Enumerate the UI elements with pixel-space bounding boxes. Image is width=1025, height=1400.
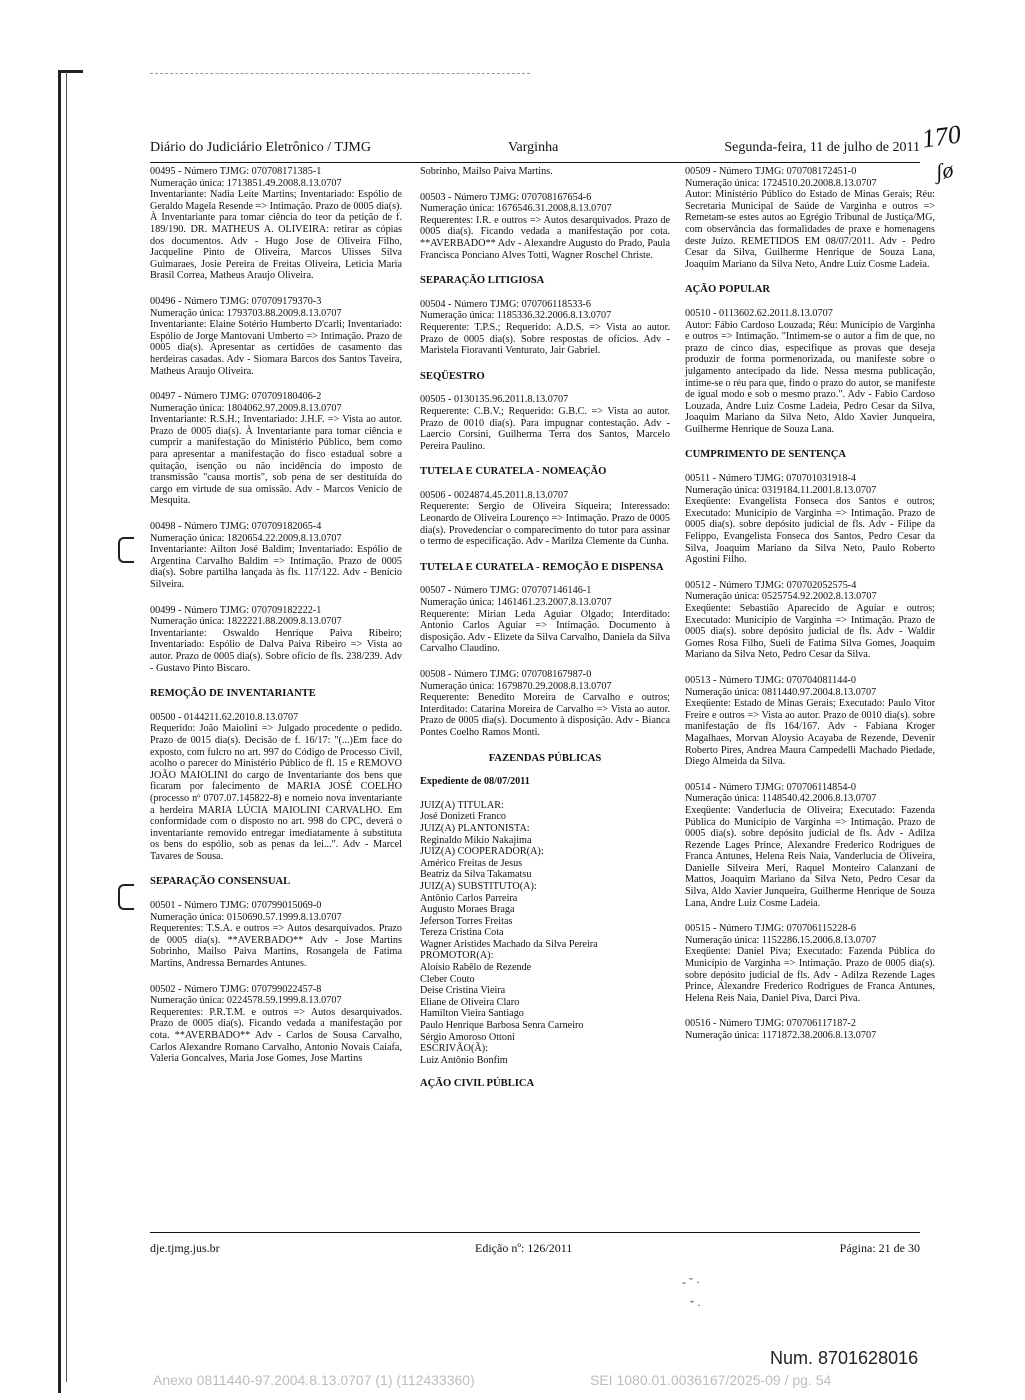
- section-separacao-consensual: SEPARAÇÃO CONSENSUAL: [150, 876, 291, 888]
- expediente-date: Expediente de 08/07/2011: [420, 776, 530, 788]
- entry-00506: 00506 - 0024874.45.2011.8.13.0707 Requerente: Sergio de Oliveira Siqueira; Interessado: Leonardo de Oliveira Lourenço => Intimação. Prazo de 0005 dia(s). Provedenciar o comparecimento do tutor para assinar o termo de especificação. Adv - Marilza Clemente da Cunha.: [420, 489, 670, 548]
- entry-00500: 00500 - 0144211.62.2010.8.13.0707 Requerido: João Maiolini => Julgado procedente o pedido. Prazo de 0015 dia(s). Decisão de f. 16/17: "(...)Em face do exposto, com fulcro no art. 997 do Código de Processo Civil, acolho o parecer do Ministério Público de fl. 15 e REMOVO JOÃO MAIOLINI do cargo de Inventariante dos bens que ficaram por falecimento de MARIA JOSÉ COELHO (processo nº 0707.07.145822-8) e nomeio nova inventariante a herdeira MARIA LÚCIA MAIOLINI CARVALHO. Em conformidade com o disposto no art. 998 do CPC, deverá o inventariante removido entregar imediatamente à substituta os bens do espólio, sob as penas da lei...". Adv - Marcel Tavares de Sousa.: [150, 711, 402, 862]
- punch-hole-mark: [118, 537, 134, 563]
- header-city: Varginha: [508, 140, 559, 155]
- entry-00508: 00508 - Número TJMG: 070708167987-0 Numeração única: 1679870.29.2008.8.13.0707 Requerente: Benedito Moreira de Carvalho e outros; Interditado: Catarina Moreira de Carvalho => Vista ao autor. Prazo de 0005 dia(s). Documento à disposição. Adv - Bianca Pontes Coelho Ramos Monti.: [420, 669, 670, 738]
- section-fazendas-publicas: FAZENDAS PÚBLICAS: [488, 752, 602, 764]
- footer-edition: Edição nº: 126/2011: [475, 1241, 573, 1255]
- footer-page: Página: 21 de 30: [839, 1241, 920, 1255]
- footer-rule: [150, 1232, 920, 1233]
- section-tutela-nomeacao: TUTELA E CURATELA - NOMEAÇÃO: [420, 466, 607, 478]
- entry-00503: 00503 - Número TJMG: 070708167654-6 Numeração única: 1676546.31.2008.8.13.0707 Requerentes: I.R. e outros => Autos desarquivados. Prazo de 0005 dia(s). Ficando vedada a manifestação por cota. **AVERBADO** Adv - Alexandre Augusto do Prado, Paula Francisca Ponciano Alves Totti, Wagner Roschel Christe.: [420, 191, 670, 261]
- entry-00505: 00505 - 0130135.96.2011.8.13.0707 Requerente: C.B.V.; Requerido: G.B.C. => Vista ao autor. Prazo de 0010 dia(s). Para impugnar contestação. Adv - Laercio Corsini, Guilherma Terra dos Santos, Marcelo Pereira Paulino.: [420, 394, 670, 452]
- header-date: Segunda-feira, 11 de julho de 2011: [724, 140, 920, 155]
- entry-00495: 00495 - Número TJMG: 070708171385-1 Numeração única: 1713851.49.2008.8.13.0707 Inventariante: Nadia Leite Martins; Inventariado: Espólio de Geraldo Magela Resende => Intimação. Prazo de 0005 dia(s). À Inventariante para tomar ciência do teor da petição de f. 189/190. DR. MATHEUS A. OLIVEIRA: retirar as cópias dos documentos. Adv - Hugo Jose de Oliveira Filho, Jacqueline Pinto de Oliveira, Marcos Ulisses Silva Guimaraes, Josie Pereira de Freitas Oliveira, Leticia Maria Brasil Correa, Matheus Araujo Oliveira.: [150, 166, 402, 282]
- handwritten-page-number: 170: [920, 119, 963, 154]
- entry-00501: 00501 - Número TJMG: 070799015069-0 Numeração única: 0150690.57.1999.8.13.0707 Requerentes: T.S.A. e outros => Autos desarquivados. Prazo de 0005 dia(s). **AVERBADO** Adv - Jose Martins Sobrinho, Mailso Paiva Martins, Rosangela de Fatima Martins, Andressa Bernardes Antunes.: [150, 900, 402, 970]
- entry-00496: 00496 - Número TJMG: 070709179370-3 Numeração única: 1793703.88.2009.8.13.0707 Inventariante: Elaine Sotério Humberto D'carli; Inventariado: Espólio de Jorge Mantovani Umberto => Intimação. Prazo de 0005 dia(s). Apresentar as certidões de casamento das herdeiras casadas. Adv - Siomara Barcos dos Santos Taveira, Matheus Araujo Oliveira.: [150, 295, 402, 377]
- judges-list: JUIZ(A) TITULAR: José Donizeti Franco JUIZ(A) PLANTONISTA: Reginaldo Mikio Nakajima JUIZ(A) COOPERADOR(A): Américo Freitas de Jesus Beatriz da Silva Takamatsu JUIZ(A) SUBSTITUTO(A): Antônio Carlos Parreira Augusto Moraes Braga Jeferson Torres Freitas Tereza Cristina Cota Wagner Aristides Machado da Silva Pereira PROMOTOR(A): Aloísio Rabêlo de Rezende Cleber Couto Deise Cristina Vieira Eliane de Oliveira Claro Hamilton Vieira Santiago Paulo Henrique Barbosa Senra Carneiro Sérgio Amoroso Ottoni ESCRIVÃO(Ã): Luiz Antônio Bonfim: [420, 799, 598, 1066]
- header-rule: [150, 162, 920, 163]
- section-separacao-litigiosa: SEPARAÇÃO LITIGIOSA: [420, 275, 545, 287]
- column-1: [150, 166, 402, 1079]
- entry-00497: 00497 - Número TJMG: 070709180406-2 Numeração única: 1804062.97.2009.8.13.0707 Inventariante: R.S.H.; Inventariado: J.H.F. => Vista ao autor. Prazo de 0005 dia(s). À Inventariante para tomar ciência e cumprir a manifestação do Ministério Público, bem como para apresentar a manifestação do fisco estadual sobre a quitação, isenção ou não incidência do imposto de transmissão "causa mortis", sob pena de ser destituída do cargo em virtude de sua omissão. Adv - Marcos Venicio de Mesquita.: [150, 391, 402, 507]
- entry-00511: 00511 - Número TJMG: 070701031918-4 Numeração única: 0319184.11.2001.8.13.0707 Exeqüente: Evangelista Fonseca dos Santos e outros; Executado: Município de Varginha => Intimação. Prazo de 0005 dia(s). sobre depósito judicial de fls. Adv - Filipe da Felippo, Evangelista Fonseca dos Santos, Pedro Cesar da Silva, Joaquim Mariano da Silva Neto, Paulo Roberto Agostini Filho.: [685, 473, 935, 566]
- punch-hole-mark: [118, 884, 134, 910]
- entry-00498: 00498 - Número TJMG: 070709182065-4 Numeração única: 1820654.22.2009.8.13.0707 Inventariante: Ailton José Baldim; Inventariado: Espólio de Argentina Carvalho Baldim => Intimação. Prazo de 0005 dia(s). Sobre partilha lançada às fls. 117/122. Adv - Benício Silveira.: [150, 521, 402, 590]
- binding-line: [66, 72, 73, 1382]
- handwritten-initials: ʃø: [933, 156, 956, 185]
- header-journal: Diário do Judiciário Eletrônico / TJMG: [150, 140, 371, 155]
- entry-00516: 00516 - Número TJMG: 070706117187-2 Numeração única: 1171872.38.2006.8.13.0707: [685, 1018, 877, 1041]
- entry-00504: 00504 - Número TJMG: 070706118533-6 Numeração única: 1185336.32.2006.8.13.0707 Requerente: T.P.S.; Requerido: A.D.S. => Vista ao autor. Prazo de 0005 dia(s). Sobre respostas de ofícios. Adv - Maristela Fioravanti Venturato, Jair Gabriel.: [420, 298, 670, 357]
- entry-00507: 00507 - Número TJMG: 070707146146-1 Numeração única: 1461461.23.2007.8.13.0707 Requerente: Mirian Leda Aguiar Olgado; Interditado: Antonio Carlos Aguiar => Intimação. Documento à disposição. Adv - Elizete da Silva Carvalho, Daniela da Silva Carvalho Claudino.: [420, 585, 670, 655]
- footer-site: dje.tjmg.jus.br: [150, 1241, 220, 1255]
- column-2: [420, 166, 670, 1102]
- scan-speck: ˇ ·: [690, 1298, 701, 1312]
- section-acao-civil-publica: AÇÃO CIVIL PÚBLICA: [420, 1078, 535, 1090]
- section-acao-popular: AÇÃO POPULAR: [685, 284, 771, 296]
- entry-00513: 00513 - Número TJMG: 070704081144-0 Numeração única: 0811440.97.2004.8.13.0707 Exeqüente: Estado de Minas Gerais; Executado: Paulo Vitor Freire e outros => Vista ao autor. Prazo de 0010 dia(s). sobre manifestação de fls 164/167. Adv - Fabiana Kroger Magalhaes, Morvan Aloysio Acayaba de Rezende, Devenir Roberto Pires, Andrea Maura Campedelli Machado Piedade, Diego Almeida da Silva.: [685, 674, 935, 768]
- entry-00510: 00510 - 0113602.62.2011.8.13.0707 Autor: Fábio Cardoso Louzada; Réu: Município de Varginha e outros => Intimação. "Intimem-se o autor a fim de que, no prazo de cinco dias, especifique as provas que deseja produzir de forma pormenorizada, ou manifeste sobre o julgamento antecipado da lide. Nessa mesma publicação, intime-se o réu para que, findo o prazo do autor, se manifeste de igual modo e sob o mesmo prazo.". Adv - Fabio Cardoso Louzada, Andre Luiz Cosme Ladeia, Pedro Cesar da Silva, Joaquim Mariano da Silva Neto, Aldo Xavier Junqueira, Guilherme Henrique de Souza Lana.: [685, 307, 935, 435]
- scan-speck: - ˘ ·: [682, 1275, 700, 1289]
- entry-00502-continuation: Sobrinho, Mailso Paiva Martins.: [420, 166, 553, 177]
- section-remocao-inventariante: REMOÇÃO DE INVENTARIANTE: [150, 688, 316, 700]
- section-cumprimento-sentenca: CUMPRIMENTO DE SENTENÇA: [685, 449, 847, 461]
- section-sequestro: SEQÜESTRO: [420, 370, 485, 382]
- entry-00499: 00499 - Número TJMG: 070709182222-1 Numeração única: 1822221.88.2009.8.13.0707 Inventariante: Oswaldo Henrique Paiva Ribeiro; Inventariado: Espólio de Dalva Paiva Ribeiro => Vista ao autor. Prazo de 0005 dia(s). Sobre ofício de fls. 238/239. Adv - Gustavo Pinto Biscaro.: [150, 604, 402, 674]
- document-number: Num. 8701628016: [770, 1348, 919, 1368]
- column-3: [685, 166, 935, 1056]
- entry-00502: 00502 - Número TJMG: 070799022457-8 Numeração única: 0224578.59.1999.8.13.0707 Requerentes: P.R.T.M. e outros => Autos desarquivados. Prazo de 0005 dia(s). Ficando vedada a manifestação por cota. **AVERBADO** Adv - Carlos de Sousa Carvalho, Carlos Alexandre Romano Carvalho, Antonio Novais Caiafa, Valeria Goncalves, Maria Jose Gomes, Jose Martins: [150, 983, 402, 1065]
- watermark-annex: Anexo 0811440-97.2004.8.13.0707 (1) (112433360): [153, 1372, 475, 1388]
- section-tutela-remocao: TUTELA E CURATELA - REMOÇÃO E DISPENSA: [420, 561, 664, 573]
- entry-00515: 00515 - Número TJMG: 070706115228-6 Numeração única: 1152286.15.2006.8.13.0707 Exeqüente: Daniel Piva; Executado: Fazenda Pública do Município de Varginha => Intimação. Prazo de 0005 dia(s). sobre depósito judicial de fls. Adv - Adilza Rezende Lages Prince, Alexandre Frederico Rodrigues de Franca Antunes, Helena Reis Naia, Daniel Piva, Darci Piva.: [685, 923, 935, 1004]
- page-header: [150, 140, 920, 160]
- scan-marks: [150, 73, 530, 78]
- entry-00512: 00512 - Número TJMG: 070702052575-4 Numeração única: 0525754.92.2002.8.13.0707 Exeqüente: Sebastião Aparecido de Aguiar e outros; Executado: Município de Varginha => Intimação. Prazo de 0005 dia(s). sobre depósito judicial de fls. Adv - Waldir Gomes Rosa Filho, Sueli de Fatima Silva Gomes, Joaquim Mariano da Silva Neto, Pedro Cesar da Silva.: [685, 579, 935, 661]
- entry-00509: 00509 - Número TJMG: 070708172451-0 Numeração única: 1724510.20.2008.8.13.0707 Autor: Ministério Público do Estado de Minas Gerais; Réu: Secretaria Municipal de Saúde de Varginha e outros => Remetam-se estes autos ao Egrégio Tribunal de Justiça/MG, com observância das formalidades de praxe e homenagens deste Juízo. REMETIDOS EM 08/07/2011. Adv - Pedro Cesar da Silva, Guilherme Henrique de Souza Lana, Joaquim Mariano da Silva Neto, Andre Luiz Cosme Ladeia.: [685, 166, 935, 270]
- entry-00514: 00514 - Número TJMG: 070706114854-0 Numeração única: 1148540.42.2006.8.13.0707 Exeqüente: Vanderlucia de Oliveira; Executado: Fazenda Pública do Município de Varginha => Intimação. Prazo de 0005 dia(s). sobre depósito judicial de fls. Adv - Adilza Rezende Lages Prince, Alexandre Frederico Rodrigues de Franca Antunes, Helena Reis Naia, Vanderlucia de Oliveira, Danielle Silveira Meri, Raquel Monteiro Calanzani de Mattos, Joaquim Mariano da Silva Neto, Pedro Cesar da Silva, Aldo Xavier Junqueira, Guilherme Henrique de Souza Lana, Andre Luiz Cosme Ladeia.: [685, 781, 935, 909]
- watermark-sei: SEI 1080.01.0036167/2025-09 / pg. 54: [590, 1372, 832, 1388]
